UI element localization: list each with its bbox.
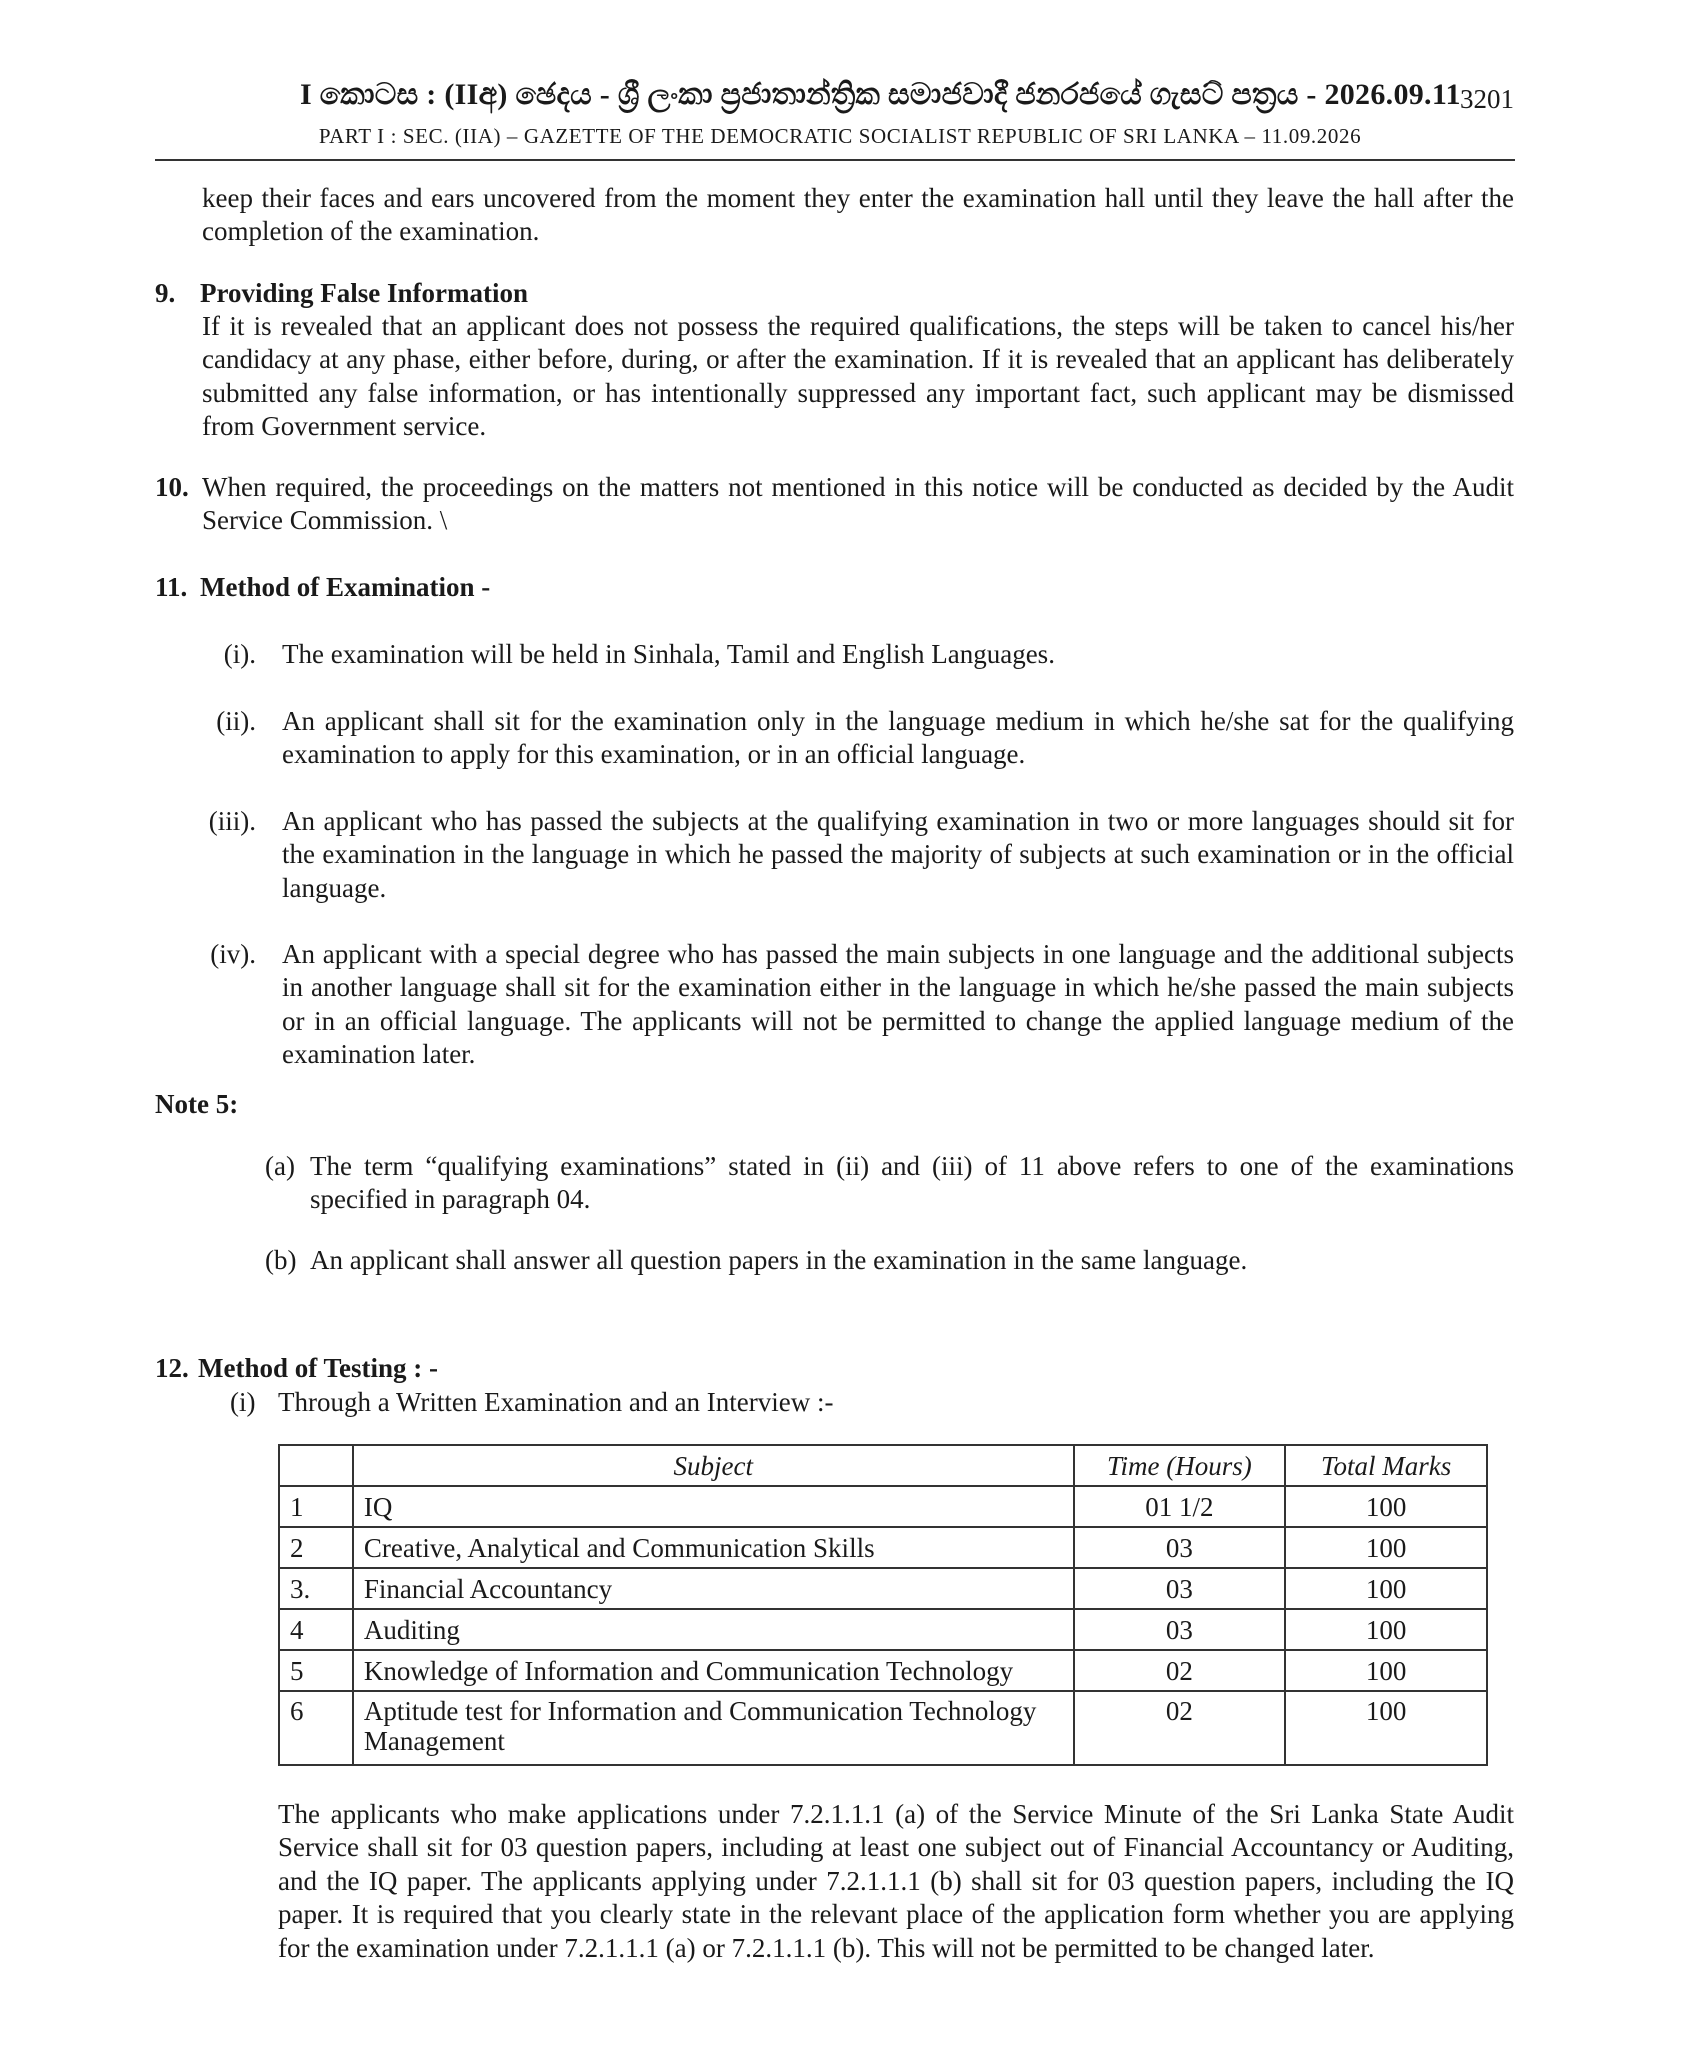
table-cell-subject: Knowledge of Information and Communication Technology xyxy=(353,1650,1074,1691)
table-cell-marks: 100 xyxy=(1285,1568,1487,1609)
section-11-item-text: An applicant shall sit for the examination only in the language medium in which he/she sat for the qualifying examination to apply for this examination, or in an official language. xyxy=(282,706,1514,770)
section-11-item-label: (iii). xyxy=(208,806,256,836)
table-cell-time: 03 xyxy=(1074,1568,1286,1609)
table-cell-marks: 100 xyxy=(1285,1691,1487,1765)
table-cell-subject: Financial Accountancy xyxy=(353,1568,1074,1609)
section-11-item-text: An applicant with a special degree who has passed the main subjects in one language and the additional subjects in another language shall sit for the examination either in the language in which he/she passed the main subjects or in an official language. The applicants will not be permitted to change the applied language medium of the examination later. xyxy=(282,939,1514,1070)
section-12-sub-text: Through a Written Examination and an Interview :- xyxy=(278,1387,834,1417)
section-9-number: 9. xyxy=(155,278,176,308)
header-sinhala-line: I කොටස : (IIඅ) ඡෙදය - ශ්‍රී ලංකා ප්‍රජාතාන්ත්‍රික සමාජවාදී ජනරජයේ ගැසට් පත්‍රය - 2026.09.11 xyxy=(300,78,1461,111)
table-cell-marks: 100 xyxy=(1285,1486,1487,1527)
table-header-cell: Time (Hours) xyxy=(1074,1445,1286,1486)
table-cell-number: 6 xyxy=(279,1691,353,1765)
table-header-row xyxy=(279,1445,1487,1486)
table-cell-marks: 100 xyxy=(1285,1609,1487,1650)
section-11-item-label: (ii). xyxy=(216,706,256,736)
table-cell-number: 5 xyxy=(279,1650,353,1691)
page-number: 3201 xyxy=(1460,84,1514,114)
note-5-item-label: (a) xyxy=(265,1151,295,1181)
section-9-heading: Providing False Information xyxy=(200,278,529,308)
table-row xyxy=(279,1650,1487,1691)
table-row xyxy=(279,1568,1487,1609)
note-5-item-text: An applicant shall answer all question papers in the examination in the same language. xyxy=(310,1245,1248,1275)
note-5-item-text: The term “qualifying examinations” stated in (ii) and (iii) of 11 above refers to one of the examinations specified in paragraph 04. xyxy=(310,1151,1514,1215)
table-row xyxy=(279,1691,1487,1765)
section-10-number: 10. xyxy=(155,472,189,502)
table-header-cell: Subject xyxy=(353,1445,1074,1486)
table-row xyxy=(279,1486,1487,1527)
header-english-line: PART I : SEC. (IIA) – GAZETTE OF THE DEMOCRATIC SOCIALIST REPUBLIC OF SRI LANKA – 11.09.2026 xyxy=(318,124,1362,148)
section-12-number: 12. xyxy=(155,1353,189,1383)
section-10-body: When required, the proceedings on the matters not mentioned in this notice will be conducted as decided by the Audit Service Commission. \ xyxy=(202,472,1514,536)
section-11-number: 11. xyxy=(155,572,188,602)
table-cell-time: 02 xyxy=(1074,1650,1286,1691)
section-11-item-text: An applicant who has passed the subjects at the qualifying examination in two or more languages should sit for the examination in the language in which he passed the majority of subjects at such examination or in the official language. xyxy=(282,806,1514,903)
note-5-heading: Note 5: xyxy=(155,1089,239,1119)
section-12-heading: Method of Testing : - xyxy=(198,1353,439,1383)
table-cell-number: 4 xyxy=(279,1609,353,1650)
table-cell-number: 1 xyxy=(279,1486,353,1527)
table-cell-number: 3. xyxy=(279,1568,353,1609)
table-cell-subject: Aptitude test for Information and Communication Technology Management xyxy=(353,1691,1074,1765)
table-cell-time: 03 xyxy=(1074,1527,1286,1568)
table-cell-subject: Creative, Analytical and Communication Skills xyxy=(353,1527,1074,1568)
table-row xyxy=(279,1527,1487,1568)
section-11-item-text: The examination will be held in Sinhala, Tamil and English Languages. xyxy=(282,639,1055,669)
section-11-heading: Method of Examination - xyxy=(200,572,491,602)
table-cell-time: 01 1/2 xyxy=(1074,1486,1286,1527)
table-cell-number: 2 xyxy=(279,1527,353,1568)
table-row xyxy=(279,1609,1487,1650)
table-cell-subject: IQ xyxy=(353,1486,1074,1527)
section-11-item-label: (iv). xyxy=(210,939,256,969)
examination-subjects-table xyxy=(278,1444,1488,1766)
table-cell-marks: 100 xyxy=(1285,1650,1487,1691)
section-9-body: If it is revealed that an applicant does not possess the required qualifications, the steps will be taken to cancel his/her candidacy at any phase, either before, during, or after the examination. If it is revealed that an applicant has deliberately submitted any false information, or has intentionally suppressed any important fact, such applicant may be dismissed from Government service. xyxy=(202,311,1514,442)
section-11-item-label: (i). xyxy=(223,639,256,669)
section-12-sub-label: (i) xyxy=(230,1387,256,1417)
section-12-closing-paragraph: The applicants who make applications under 7.2.1.1.1 (a) of the Service Minute of the Sri Lanka State Audit Service shall sit for 03 question papers, including at least one subject out of Financial Accountancy or Auditing, and the IQ paper. The applicants applying under 7.2.1.1.1 (b) shall sit for 03 question papers, including the IQ paper. It is required that you clearly state in the relevant place of the application form whether you are applying for the examination under 7.2.1.1.1 (a) or 7.2.1.1.1 (b). This will not be permitted to be changed later. xyxy=(278,1799,1514,1963)
table-cell-time: 02 xyxy=(1074,1691,1286,1765)
table-cell-subject: Auditing xyxy=(353,1609,1074,1650)
table-cell-time: 03 xyxy=(1074,1609,1286,1650)
table-header-cell: Total Marks xyxy=(1285,1445,1487,1486)
note-5-item-label: (b) xyxy=(265,1245,297,1275)
header-divider xyxy=(155,159,1515,161)
table-cell-marks: 100 xyxy=(1285,1527,1487,1568)
intro-paragraph: keep their faces and ears uncovered from the moment they enter the examination hall until they leave the hall after the completion of the examination. xyxy=(202,183,1514,247)
table-header-cell xyxy=(279,1445,353,1486)
